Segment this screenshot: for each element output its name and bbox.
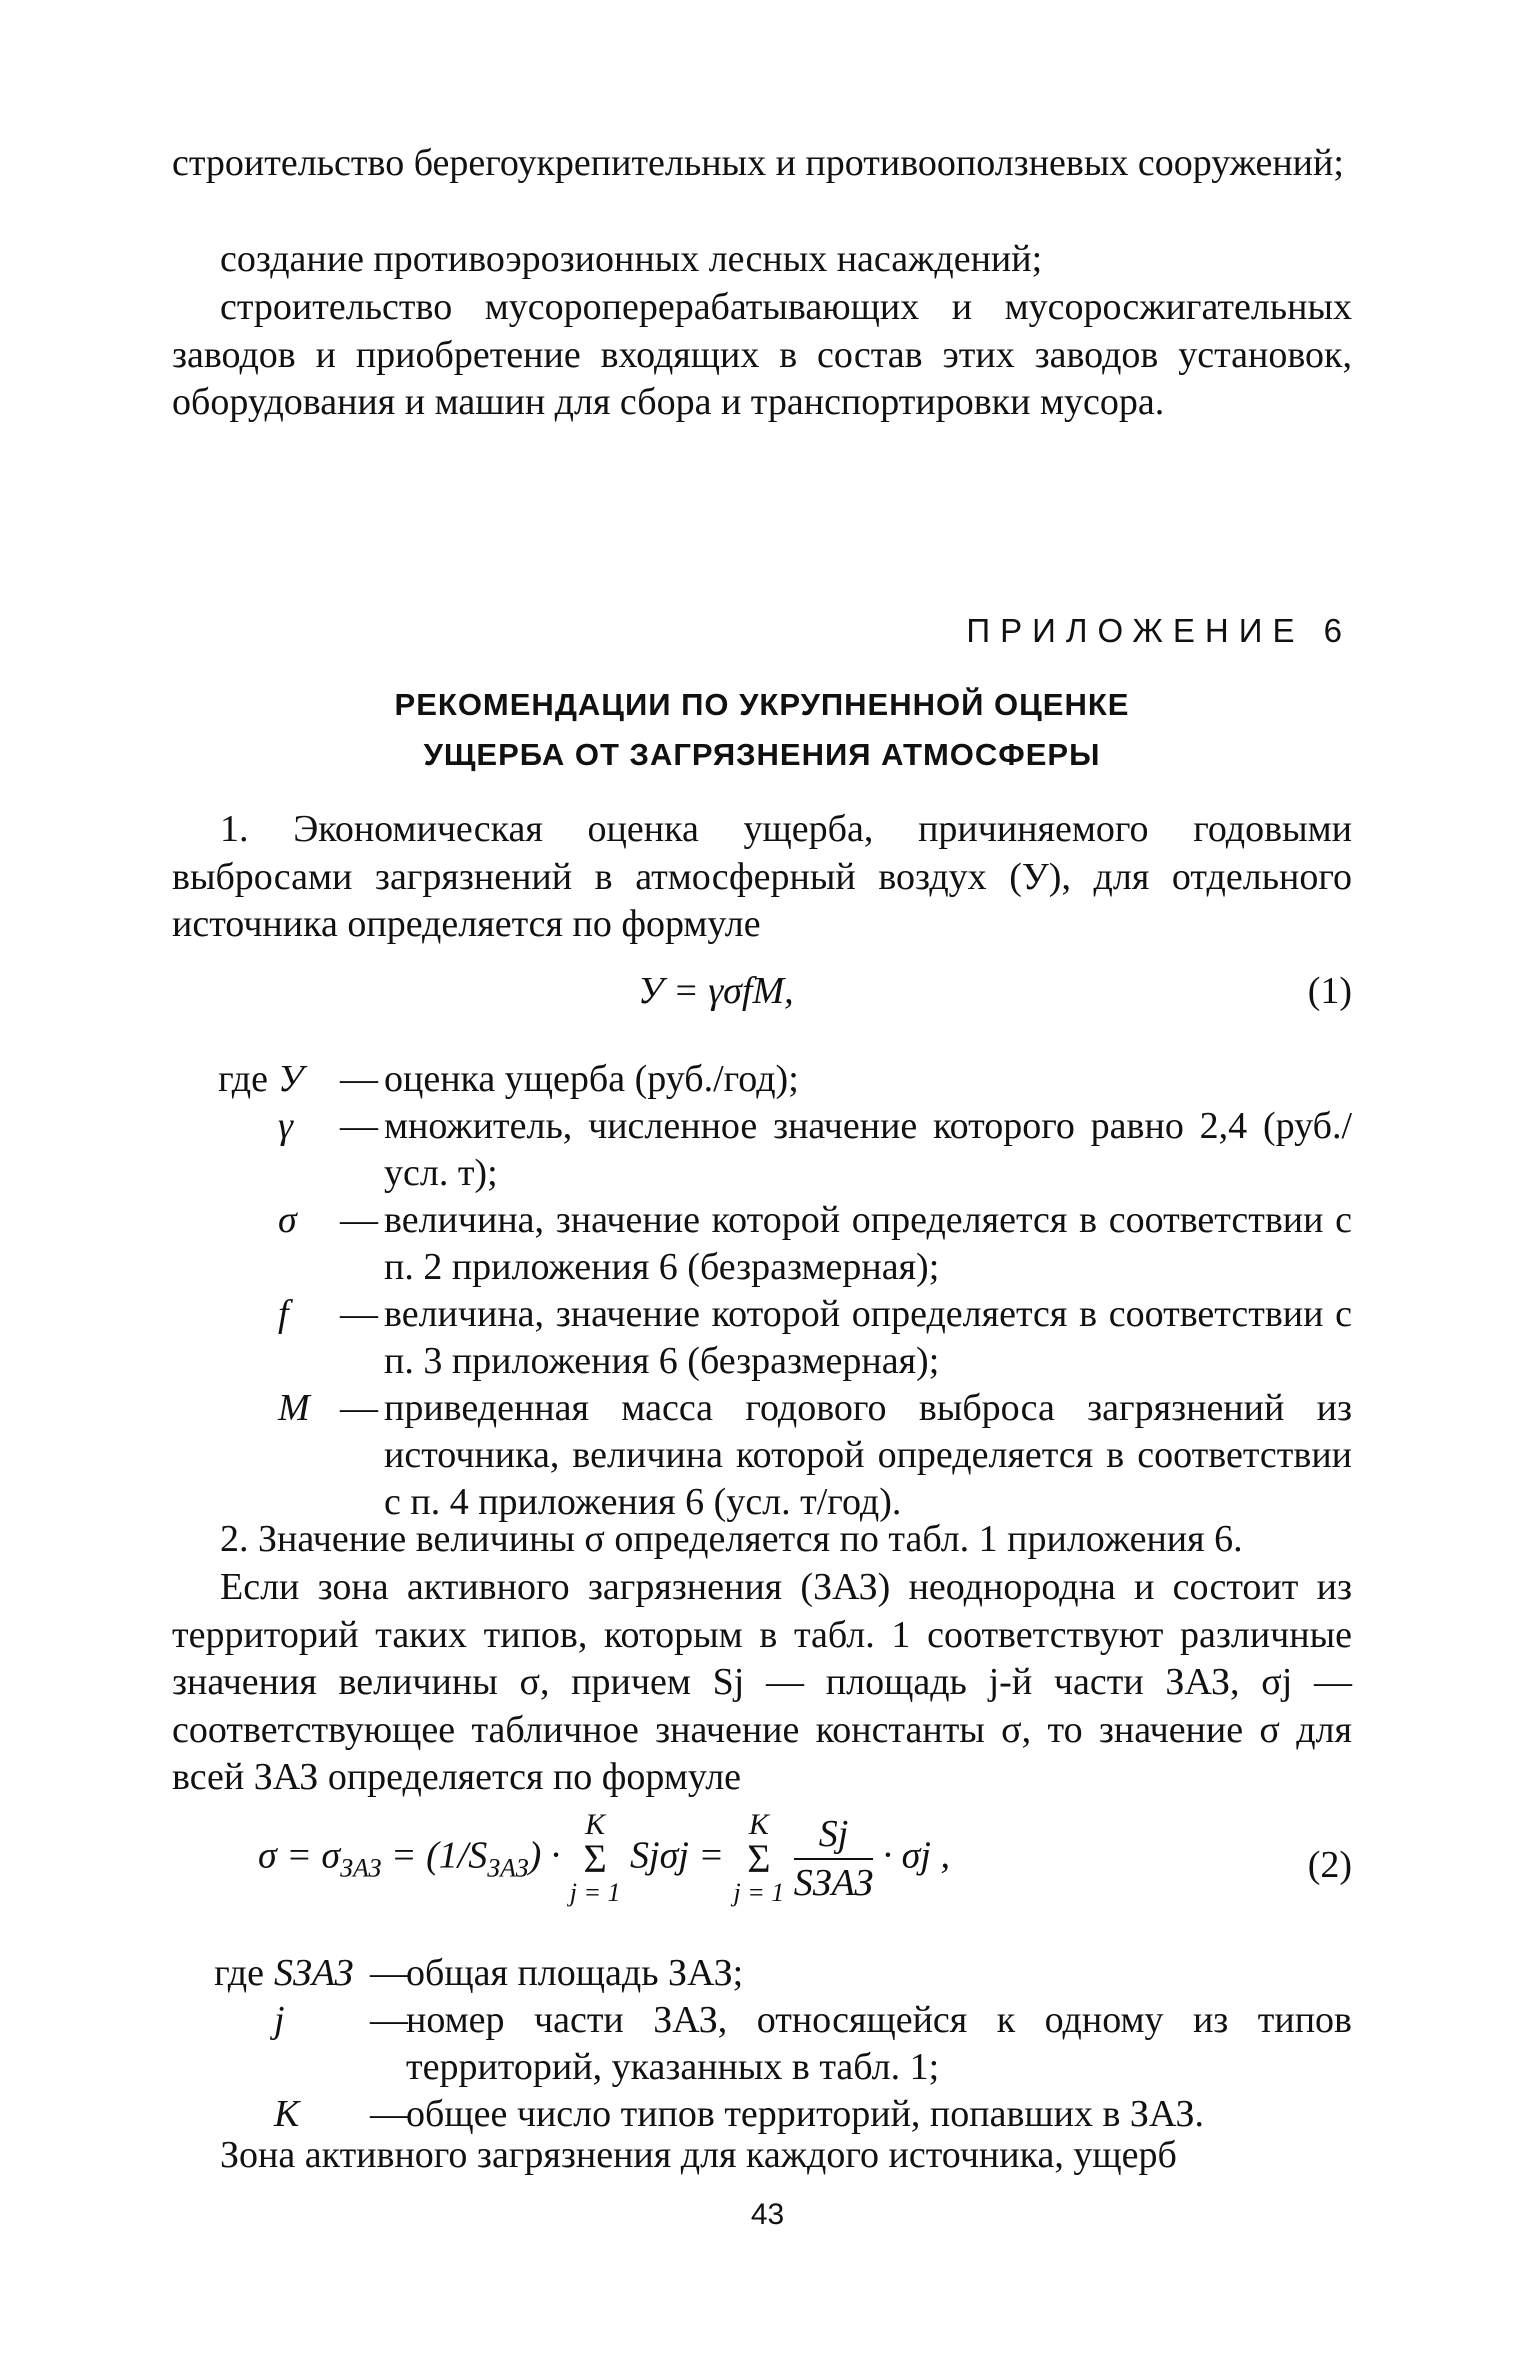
appendix-label: ПРИЛОЖЕНИЕ 6: [966, 612, 1352, 649]
sigma-sign: Σ: [747, 1836, 771, 1881]
definitions-list-2: [172, 1950, 1352, 2138]
intro-paragraph-1: строительство берегоукрепительных и противооползневых сооружений;: [172, 142, 1344, 184]
intro-paragraph-3: строительство мусороперерабатывающих и мусоросжигательных заводов и приобретение входящих в состав этих заводов установок, оборудования и машин для сбора и транспортировки мусора.: [172, 286, 1352, 423]
definition-text: множитель, численное значение которого равно 2,4 (руб./усл. т);: [384, 1105, 1352, 1194]
heading-line-1: РЕКОМЕНДАЦИИ ПО УКРУПНЕННОЙ ОЦЕНКЕ: [394, 687, 1130, 722]
definition-symbol: f: [278, 1293, 289, 1335]
definitions-list-1: [172, 1056, 1352, 1526]
definition-row: [172, 1056, 1352, 1103]
intro-paragraph-2: создание противоэрозионных лесных насаждений;: [220, 238, 1043, 280]
definition-symbol: j: [274, 1999, 285, 2041]
formula-2-close: ) ·: [528, 1834, 561, 1877]
definition-symbol: σ: [278, 1199, 297, 1241]
heading-line-2: УЩЕРБА ОТ ЗАГРЯЗНЕНИЯ АТМОСФЕРЫ: [423, 737, 1101, 772]
sum-lower-limit: j = 1: [569, 1878, 621, 1907]
formula-2-sub: ЗАЗ: [487, 1853, 529, 1883]
sum-lower-limit: j = 1: [733, 1878, 785, 1907]
definition-row: [172, 1997, 1352, 2091]
sum-upper-limit: K: [748, 1808, 769, 1841]
formula-2-number: (2): [1307, 1844, 1352, 1886]
definition-text: номер части ЗАЗ, относящейся к одному из типов территорий, указанных в табл. 1;: [406, 1999, 1352, 2088]
section-2-paragraph-2: Если зона активного загрязнения (ЗАЗ) неоднородна и состоит из территорий таких типов, которым в табл. 1 соответствуют различные значения величины σ, причем Sj — площадь j-й части ЗАЗ, σj — соответствующее табличное значение константы σ, то значение σ для всей ЗАЗ определяется по формуле: [172, 1566, 1352, 1798]
definition-text: оценка ущерба (руб./год);: [384, 1058, 799, 1100]
definition-symbol: γ: [278, 1105, 293, 1147]
definition-text: общая площадь ЗАЗ;: [406, 1952, 744, 1994]
formula-2-tail: · σj ,: [882, 1834, 950, 1877]
formula-1-number: (1): [1307, 970, 1352, 1012]
definition-text: величина, значение которой определяется в соответствии с п. 2 приложения 6 (безразмерная);: [384, 1199, 1352, 1288]
definition-dash: —: [340, 1058, 378, 1100]
definition-dash: —: [370, 2093, 408, 2135]
section-heading: [172, 680, 1352, 780]
page-number: 43: [750, 2198, 785, 2231]
definition-dash: —: [340, 1293, 378, 1335]
definition-row: [172, 1103, 1352, 1197]
sum-upper-limit: K: [585, 1808, 606, 1841]
where-label: где: [214, 1952, 264, 1994]
definition-row: [172, 1197, 1352, 1291]
definition-row: [172, 2091, 1352, 2138]
definition-dash: —: [340, 1199, 378, 1241]
definition-symbol: K: [274, 2093, 300, 2135]
section-1-text: 1. Экономическая оценка ущерба, причиняемого годовыми выбросами загрязнений в атмосферный воздух (У), для отдельного источника определяется по формуле: [172, 808, 1352, 945]
definition-symbol: M: [278, 1387, 310, 1429]
definition-dash: —: [340, 1105, 378, 1147]
formula-2-sub: ЗАЗ: [340, 1853, 382, 1883]
closing-paragraph: Зона активного загрязнения для каждого источника, ущерб: [220, 2134, 1177, 2176]
formula-2-term: Sjσj =: [630, 1834, 725, 1877]
definition-text: приведенная масса годового выброса загрязнений из источника, величина которой определяется в соответствии с п. 4 приложения 6 (усл. т/год).: [384, 1387, 1352, 1523]
definition-row: [172, 1950, 1352, 1997]
fraction: [794, 1811, 873, 1907]
definition-row: [172, 1385, 1352, 1526]
definition-text: общее число типов территорий, попавших в ЗАЗ.: [406, 2093, 1204, 2135]
definition-row: [172, 1291, 1352, 1385]
sum-operator: [570, 1808, 621, 1910]
fraction-denominator: SЗАЗ: [793, 1862, 874, 1904]
section-2-paragraph-1: 2. Значение величины σ определяется по табл. 1 приложения 6.: [220, 1518, 1243, 1560]
definition-dash: —: [370, 1999, 408, 2041]
formula-2-lhs: σ = σ: [258, 1834, 341, 1877]
formula-1: У = γσfM,: [638, 970, 794, 1012]
definition-symbol: SЗАЗ: [274, 1952, 354, 1994]
where-label: где: [218, 1058, 268, 1100]
sigma-sign: Σ: [583, 1836, 607, 1881]
definition-text: величина, значение которой определяется в соответствии с п. 3 приложения 6 (безразмерная);: [384, 1293, 1352, 1382]
definition-symbol: У: [278, 1058, 304, 1100]
formula-2: [258, 1808, 950, 1910]
definition-dash: —: [370, 1952, 408, 1994]
sum-operator: [734, 1808, 785, 1910]
formula-2-eq: = (1/S: [381, 1834, 488, 1877]
fraction-numerator: Sj: [794, 1811, 873, 1860]
definition-dash: —: [340, 1387, 378, 1429]
